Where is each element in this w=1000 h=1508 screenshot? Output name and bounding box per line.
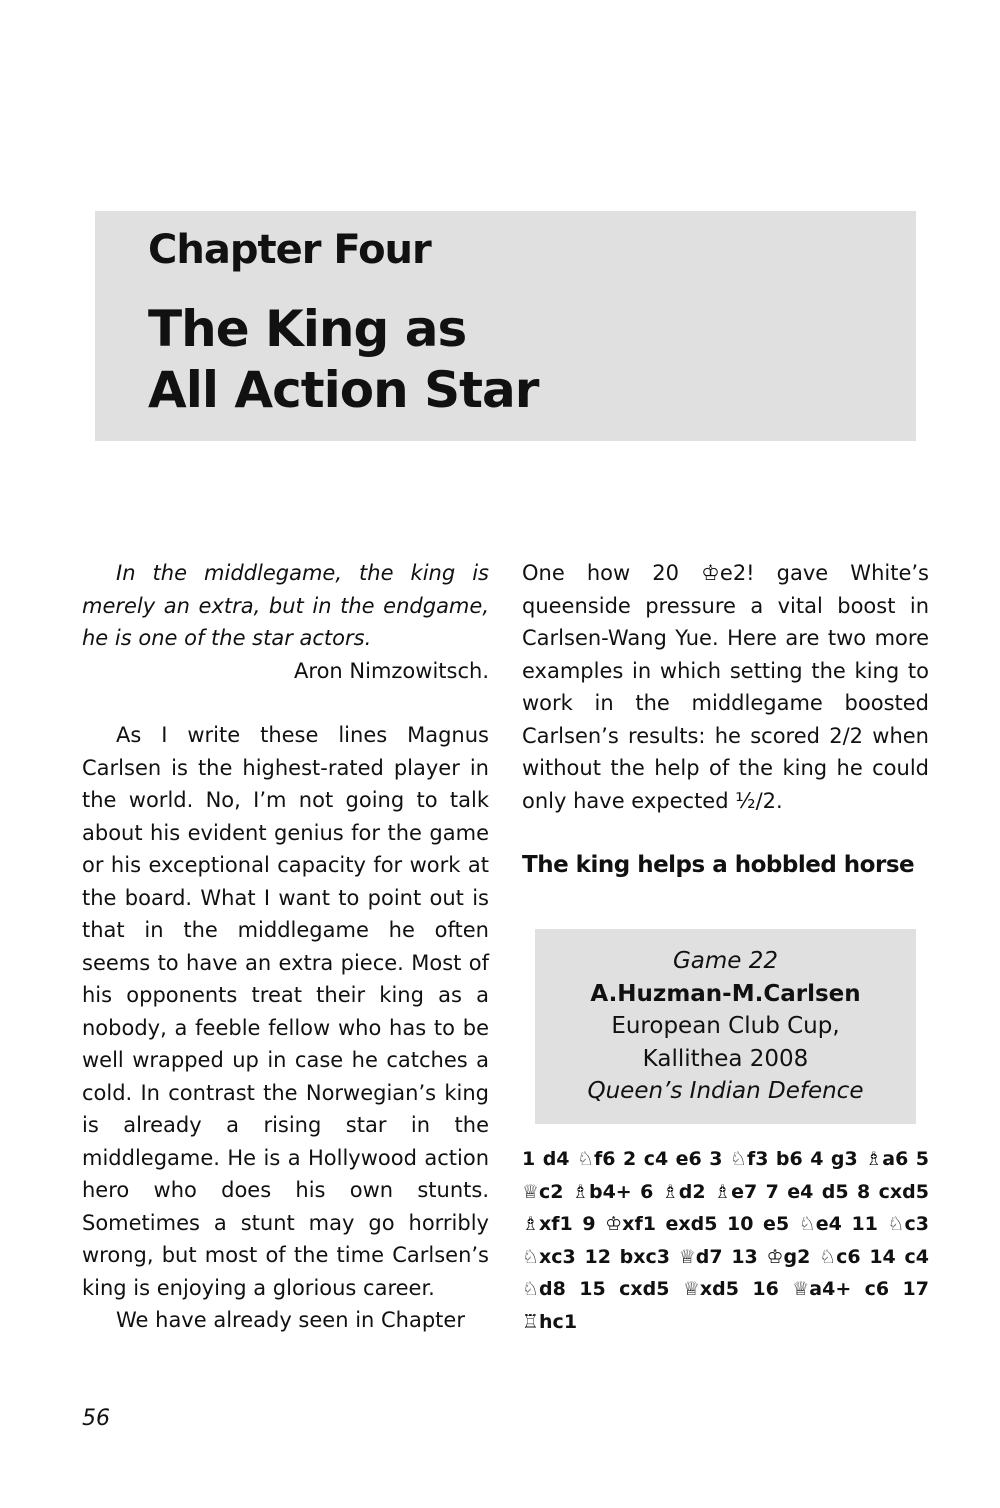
epigraph-author: Aron Nimzowitsch. [294, 658, 489, 683]
game-event-location: Kallithea 2008 [642, 1045, 809, 1072]
chapter-header [95, 211, 916, 441]
right-column [522, 557, 929, 881]
game-players: A.Huzman-M.Carlsen [590, 980, 861, 1007]
chapter-title-line-1: The King as [148, 300, 467, 358]
page-number: 56 [82, 1406, 110, 1431]
game-moves: 1 d4 ♘f6 2 c4 e6 3 ♘f3 b6 4 g3 ♗a6 5 ♕c2 ♗b4+ 6 ♗d2 ♗e7 7 e4 d5 8 cxd5 ♗xf1 9 ♔xf1 exd5 10 e5 ♘e4 11 ♘c3 ♘xc3 12 bxc3 ♕d7 13 ♔g2 ♘c6 14 c4 ♘d8 15 cxd5 ♕xd5 16 ♕a4+ c6 17 ♖hc1 [522, 1148, 929, 1333]
body-paragraph-2-continued: One how 20 ♔e2! gave White’s queenside pressure a vital boost in Carlsen-Wang Yue. Here are two more examples in which setting the king to work in the middlegame boosted Carlsen’s results: he scored 2/2 when without the help of the king he could only have expected ½/2. [522, 561, 929, 813]
chapter-title [148, 299, 538, 421]
game-event: European Club Cup, [611, 1013, 840, 1039]
game-number: Game 22 [672, 948, 779, 974]
chapter-label: Chapter Four [148, 227, 431, 273]
chapter-title-line-2: All Action Star [148, 361, 539, 419]
body-paragraph-1: As I write these lines Magnus Carlsen is the highest-rated player in the world. No, I’m not going to talk about his evident genius for the game or his exceptional capacity for work at the board. What I want to point out is that in the middlegame he often seems to have an extra piece. Most of his opponents treat their king as a nobody, a feeble fellow who has to be well wrapped up in case he catches a cold. In contrast the Norwegian’s king is already a rising star in the middlegame. He is a Hollywood action hero who does his own stunts. Sometimes a stunt may go horribly wrong, but most of the time Carlsen’s king is enjoying a glorious career. [82, 723, 489, 1300]
game-opening: Queen’s Indian Defence [587, 1078, 864, 1104]
body-paragraph-2-start: We have already seen in Chapter [116, 1308, 465, 1332]
game-info-box [535, 929, 916, 1124]
left-column [82, 557, 489, 1337]
epigraph-quote: In the middlegame, the king is merely an extra, but in the endgame, he is one of the star actors. [82, 561, 489, 650]
section-heading: The king helps a hobbled horse [522, 852, 915, 878]
